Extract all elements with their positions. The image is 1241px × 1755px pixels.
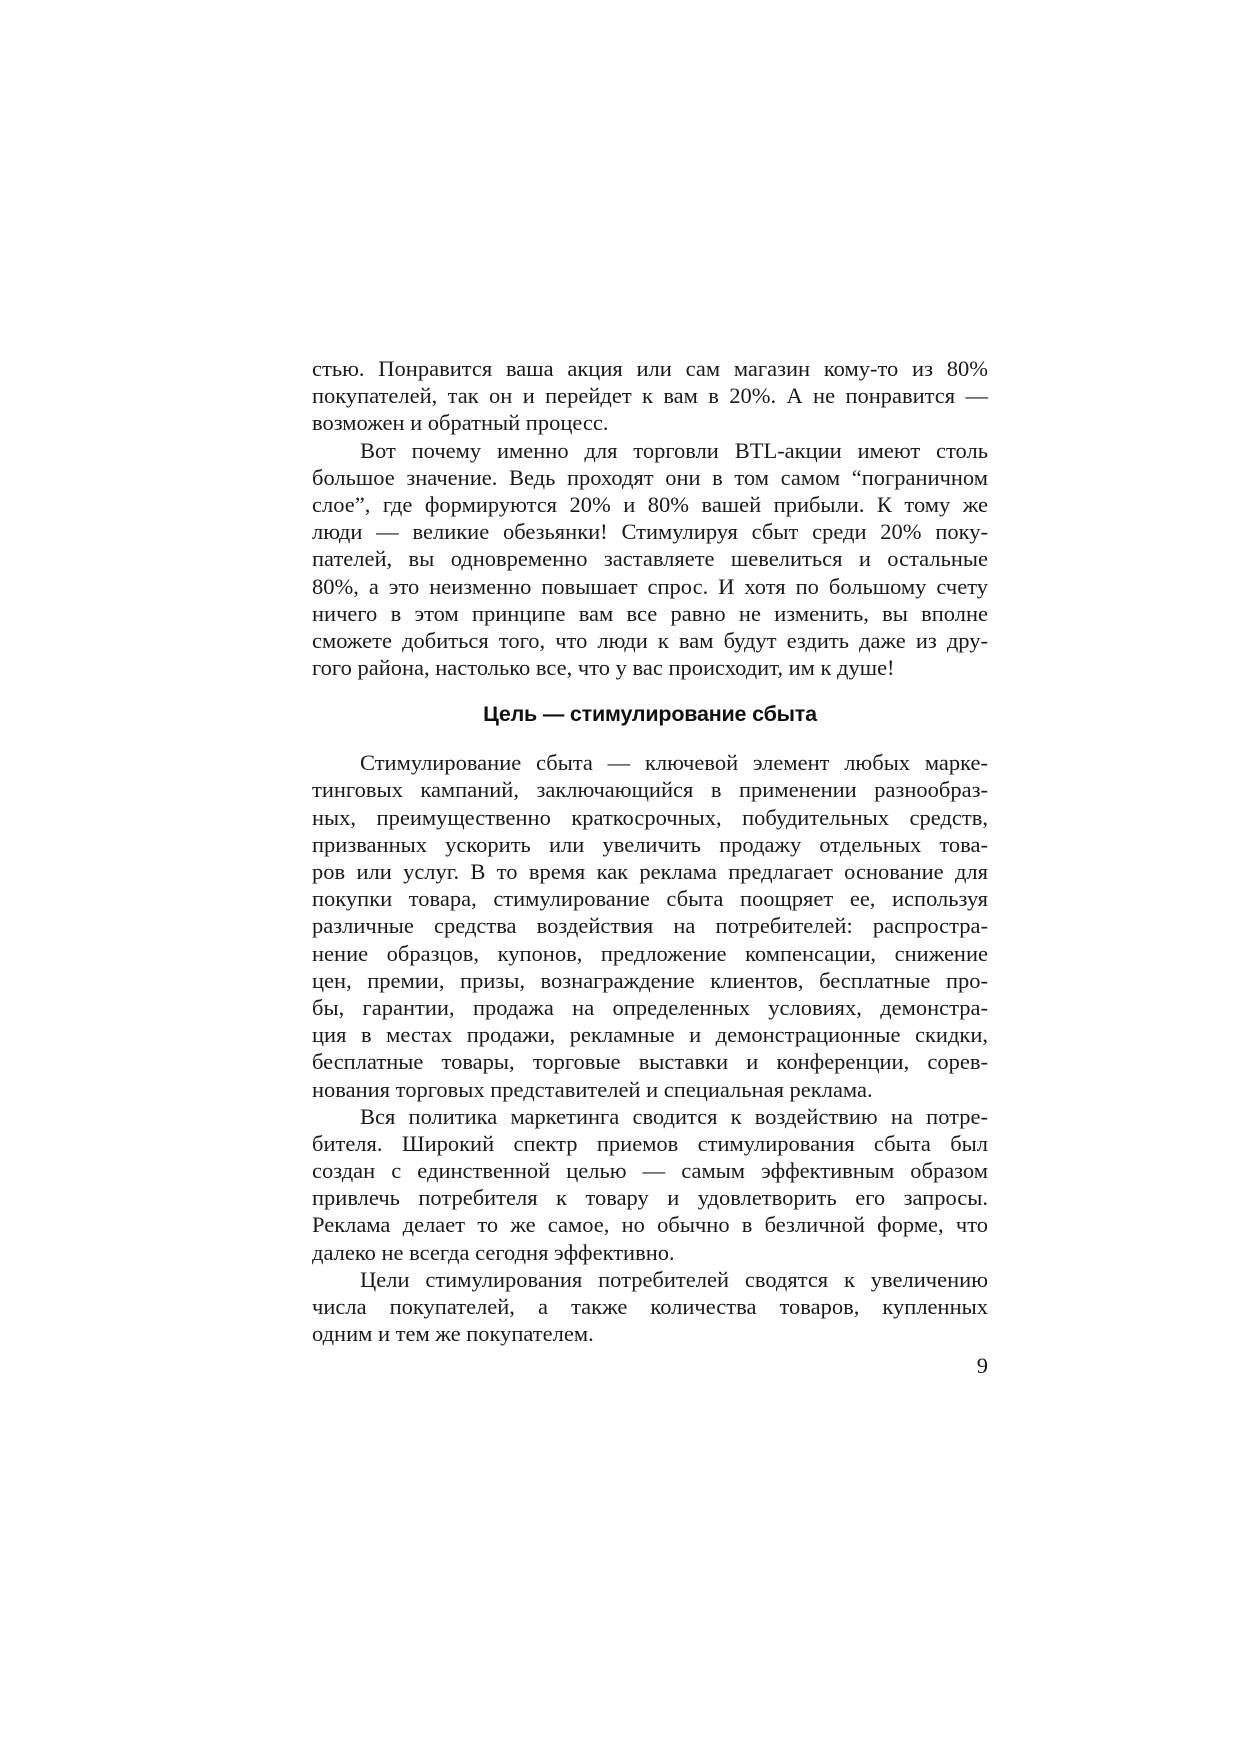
text-line: ция в местах продажи, рекламные и демонстрационные скидки, (312, 1022, 988, 1048)
text-line: бесплатные товары, торговые выставки и конференции, сорев- (312, 1049, 988, 1075)
page-number: 9 (976, 1353, 988, 1378)
text-line: одним и тем же покупателем. (312, 1321, 594, 1347)
text-line: Цели стимулирования потребителей сводятся к увеличению (360, 1266, 988, 1292)
text-line: ных, преимущественно краткосрочных, побудительных средств, (312, 804, 988, 830)
page-text-block (312, 355, 988, 1347)
text-line: люди — великие обезьянки! Стимулируя сбыт среди 20% поку- (312, 519, 988, 545)
text-line: пателей, вы одновременно заставляете шевелиться и остальные (312, 546, 988, 572)
paragraph (312, 1103, 988, 1266)
text-line: Реклама делает то же самое, но обычно в безличной форме, что (312, 1212, 988, 1238)
text-line: большое значение. Ведь проходят они в том самом “пограничном (312, 464, 988, 490)
text-line: цен, премии, призы, вознаграждение клиентов, бесплатные про- (312, 967, 988, 993)
text-line: различные средства воздействия на потребителей: распростра- (312, 913, 988, 939)
text-line: далеко не всегда сегодня эффективно. (312, 1239, 675, 1265)
text-line: тинговых кампаний, заключающийся в применении разнообраз- (312, 777, 988, 803)
text-line: слое”, где формируются 20% и 80% вашей прибыли. К тому же (312, 491, 988, 517)
text-line: стью. Понравится ваша акция или сам магазин кому-то из 80% (312, 356, 988, 381)
paragraph (312, 437, 988, 682)
text-line: возможен и обратный процесс. (312, 410, 609, 436)
text-line: покупки товара, стимулирование сбыта поощряет ее, используя (312, 886, 988, 912)
text-line: числа покупателей, а также количества товаров, купленных (312, 1294, 988, 1319)
text-line: покупателей, так он и перейдет к вам в 20%. А не понравится — (312, 383, 988, 409)
text-line: Вся политика маркетинга сводится к воздействию на потре- (360, 1103, 988, 1129)
paragraph (312, 749, 988, 1102)
text-line: 80%, а это неизменно повышает спрос. И хотя по большому счету (312, 573, 988, 599)
text-line: нение образцов, купонов, предложение компенсации, снижение (312, 940, 988, 966)
text-line: гого района, настолько все, что у вас происходит, им к душе! (312, 655, 895, 681)
paragraph (312, 1266, 988, 1348)
text-line: создан с единственной целью — самым эффективным образом (312, 1158, 988, 1184)
text-line: нования торговых представителей и специальная реклама. (312, 1076, 873, 1102)
section-heading: Цель — стимулирование сбыта (483, 702, 817, 727)
text-line: призванных ускорить или увеличить продажу отдельных това- (312, 831, 988, 857)
text-line: ров или услуг. В то время как реклама предлагает основание для (312, 859, 988, 884)
text-line: Вот почему именно для торговли BTL-акции имеют столь (360, 437, 988, 463)
paragraph-continuation (312, 355, 988, 437)
text-line: ничего в этом принципе вам все равно не изменить, вы вполне (312, 600, 988, 626)
text-line: привлечь потребителя к товару и удовлетворить его запросы. (312, 1185, 988, 1211)
text-line: бы, гарантии, продажа на определенных условиях, демонстра- (312, 994, 988, 1020)
text-line: сможете добиться того, что люди к вам будут ездить даже из дру- (312, 627, 988, 653)
text-line: бителя. Широкий спектр приемов стимулирования сбыта был (312, 1130, 988, 1156)
text-line: Стимулирование сбыта — ключевой элемент любых марке- (360, 750, 988, 776)
